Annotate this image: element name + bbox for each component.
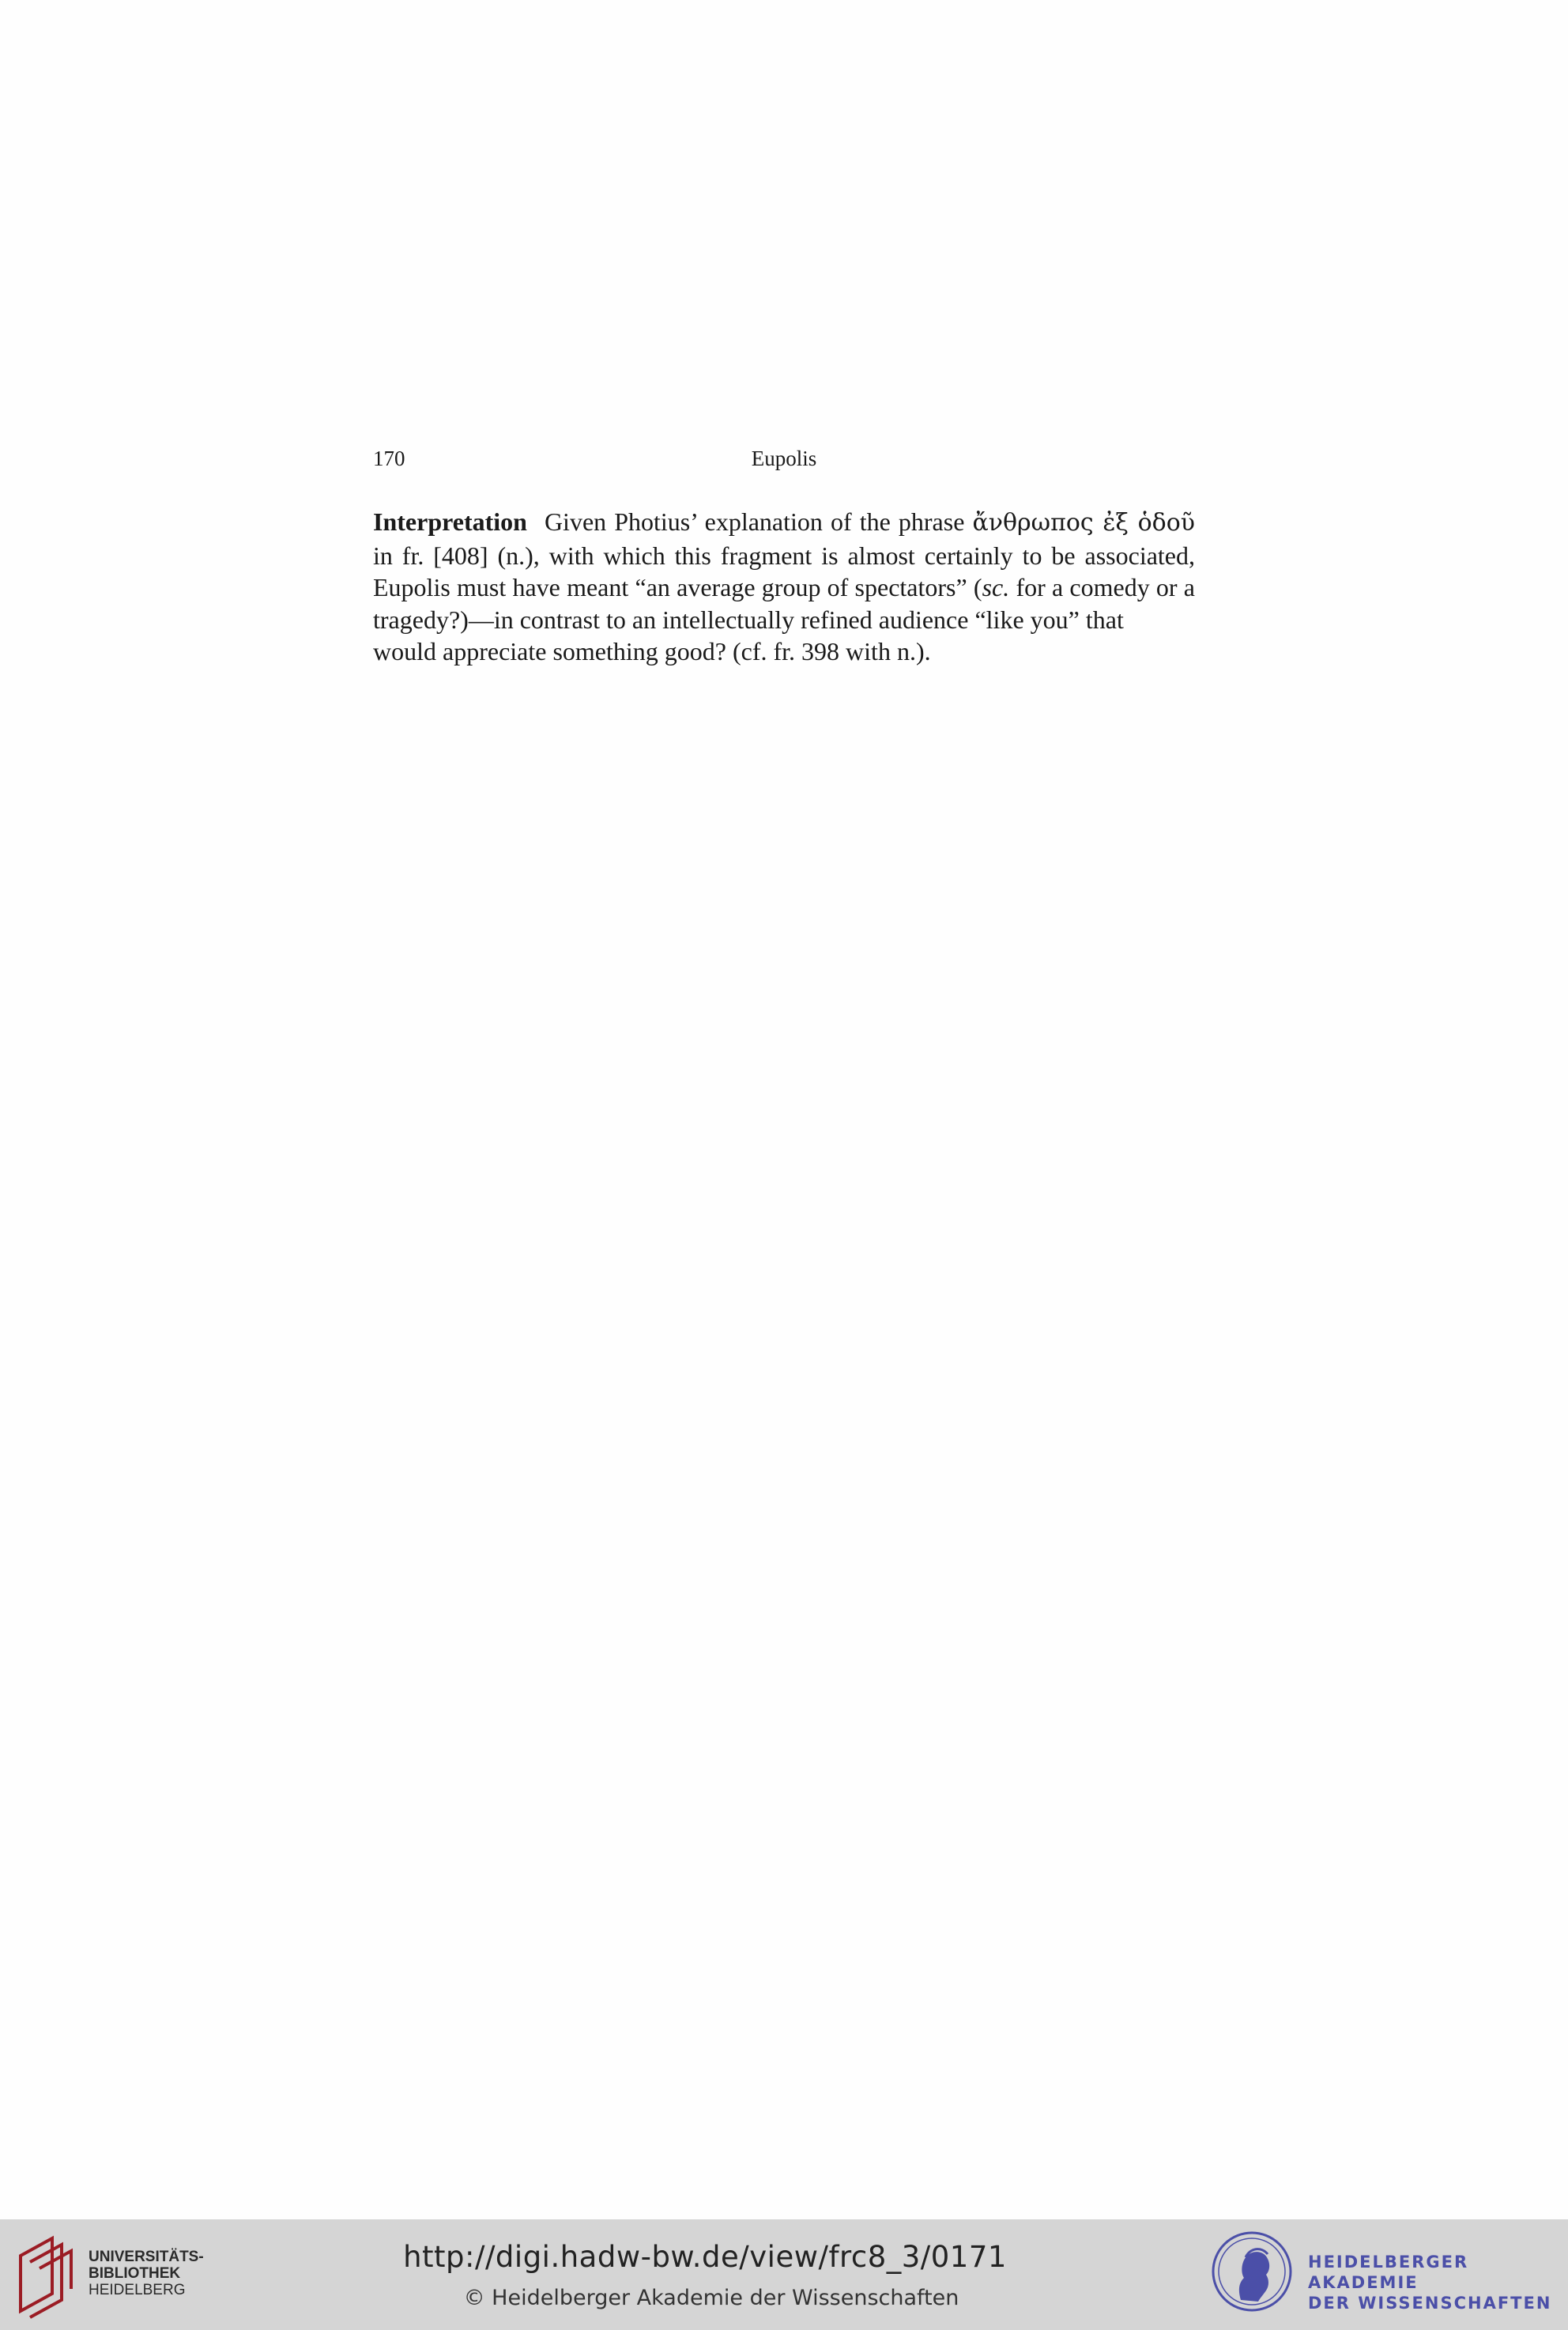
paragraph-text-2: in fr. [408] (n.), with which this fragment is almost certainly to be associated, Eupolis must have meant “an average group of spectators” (	[373, 541, 1195, 601]
running-head: Eupolis	[751, 447, 817, 470]
interpretation-paragraph	[373, 506, 1195, 668]
ub-name-line-1: UNIVERSITÄTS-	[89, 2249, 204, 2265]
greek-phrase: ἄνθρωπος ἐξ ὁδοῦ	[972, 509, 1195, 537]
page-header	[373, 447, 1195, 478]
footer-bar	[0, 2219, 1568, 2330]
paragraph-text-1: Given Photius’ explanation of the phrase	[544, 507, 973, 536]
ub-name-line-3: HEIDELBERG	[89, 2282, 186, 2298]
copyright-notice: © Heidelberger Akademie der Wissenschaften	[463, 2286, 959, 2310]
hadw-name	[1308, 2252, 1568, 2313]
permalink-url[interactable]: http://digi.hadw-bw.de/view/frc8_3/0171	[403, 2240, 1007, 2274]
hadw-name-line-2: DER WISSENSCHAFTEN	[1308, 2294, 1552, 2313]
paragraph-last-line: would appreciate something good? (cf. fr. 398 with n.).	[373, 637, 931, 665]
page-number: 170	[373, 447, 405, 470]
hadw-name-line-1: HEIDELBERGER AKADEMIE	[1308, 2253, 1469, 2292]
ub-name-line-2: BIBLIOTHEK	[89, 2265, 181, 2282]
hadw-seal-icon	[1211, 2230, 1293, 2313]
paragraph-text-3: for a comedy or a tragedy?)—in contrast to an intellectually refined audience “like you” that	[373, 573, 1195, 634]
section-label: Interpretation	[373, 507, 527, 536]
sc-abbreviation: sc.	[982, 573, 1010, 601]
